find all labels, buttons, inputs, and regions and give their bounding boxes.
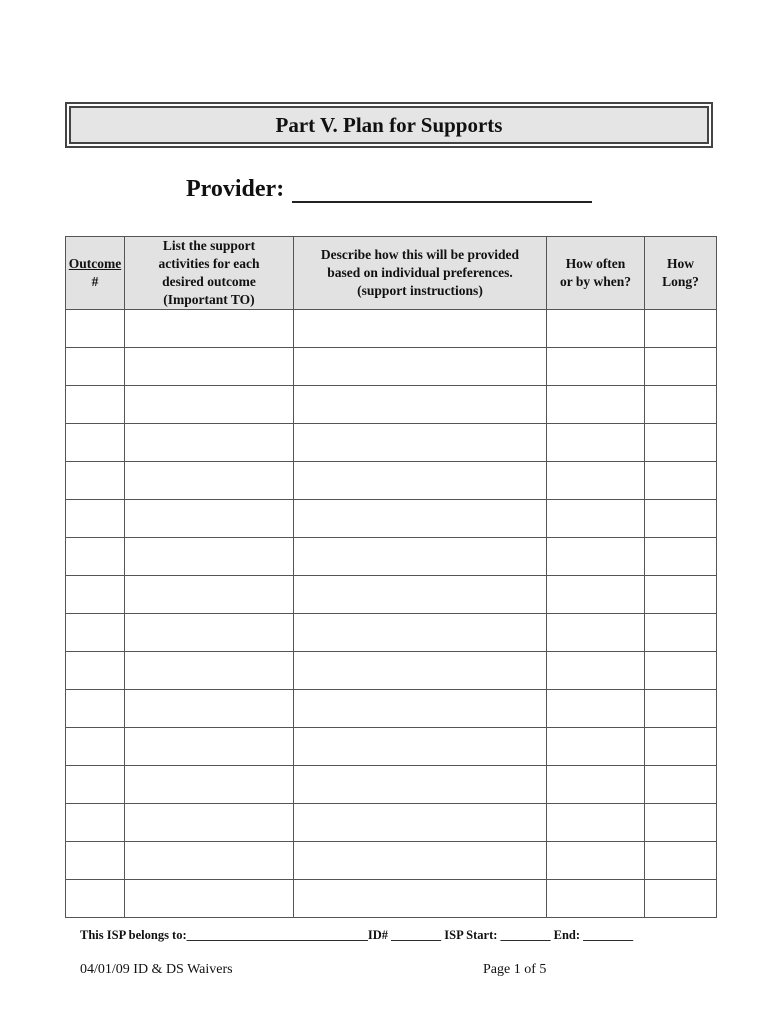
header-activities [125,237,294,310]
describe-cell[interactable] [294,652,547,690]
header-describe [294,237,547,310]
how-long-cell[interactable] [645,310,717,348]
describe-cell[interactable] [294,690,547,728]
table-row [66,462,717,500]
describe-cell[interactable] [294,538,547,576]
table-header-row [66,237,717,310]
describe-cell[interactable] [294,386,547,424]
how-long-cell[interactable] [645,614,717,652]
how-often-cell[interactable] [547,766,645,804]
describe-cell[interactable] [294,348,547,386]
how-long-cell[interactable] [645,348,717,386]
header-activities-line4: (Important TO) [163,292,255,307]
activities-cell[interactable] [125,690,294,728]
outcome-cell[interactable] [66,424,125,462]
activities-cell[interactable] [125,880,294,918]
how-often-cell[interactable] [547,500,645,538]
table-row [66,614,717,652]
activities-cell[interactable] [125,652,294,690]
header-activities-line1: List the support [162,238,256,253]
how-long-cell[interactable] [645,576,717,614]
activities-cell[interactable] [125,538,294,576]
table-row [66,804,717,842]
how-long-cell[interactable] [645,386,717,424]
header-outcome-number: # [91,274,99,289]
how-often-cell[interactable] [547,538,645,576]
how-often-cell[interactable] [547,842,645,880]
plan-table-body [66,310,717,918]
isp-belongs-line: This ISP belongs to:_____________________________ID# ________ ISP Start: ________ End: ________ [80,928,634,942]
how-often-cell[interactable] [547,728,645,766]
table-row [66,652,717,690]
table-row [66,842,717,880]
header-activities-line3: desired outcome [162,274,256,289]
outcome-cell[interactable] [66,500,125,538]
how-long-cell[interactable] [645,424,717,462]
footer-date-waiver: 04/01/09 ID & DS Waivers [80,962,233,977]
provider-label: Provider: [186,176,285,202]
outcome-cell[interactable] [66,386,125,424]
activities-cell[interactable] [125,842,294,880]
provider-input-line[interactable] [292,179,592,203]
describe-cell[interactable] [294,614,547,652]
describe-cell[interactable] [294,462,547,500]
describe-cell[interactable] [294,766,547,804]
page-title: Part V. Plan for Supports [69,106,709,144]
outcome-cell[interactable] [66,538,125,576]
table-row [66,728,717,766]
outcome-cell[interactable] [66,462,125,500]
describe-cell[interactable] [294,310,547,348]
how-often-cell[interactable] [547,576,645,614]
how-often-cell[interactable] [547,386,645,424]
provider-field [186,176,592,203]
describe-cell[interactable] [294,880,547,918]
activities-cell[interactable] [125,766,294,804]
how-long-cell[interactable] [645,500,717,538]
header-describe-line3: (support instructions) [357,283,483,298]
header-outcome [66,237,125,310]
how-long-cell[interactable] [645,690,717,728]
activities-cell[interactable] [125,500,294,538]
how-often-cell[interactable] [547,690,645,728]
header-outcome-label: Outcome [68,256,122,271]
how-often-cell[interactable] [547,652,645,690]
how-often-cell[interactable] [547,424,645,462]
outcome-cell[interactable] [66,614,125,652]
activities-cell[interactable] [125,348,294,386]
header-often-line1: How often [565,256,626,271]
describe-cell[interactable] [294,804,547,842]
activities-cell[interactable] [125,386,294,424]
table-row [66,386,717,424]
outcome-cell[interactable] [66,690,125,728]
activities-cell[interactable] [125,576,294,614]
header-describe-line1: Describe how this will be provided [320,247,520,262]
how-often-cell[interactable] [547,804,645,842]
activities-cell[interactable] [125,804,294,842]
describe-cell[interactable] [294,424,547,462]
activities-cell[interactable] [125,728,294,766]
header-how-often [547,237,645,310]
activities-cell[interactable] [125,614,294,652]
how-long-cell[interactable] [645,728,717,766]
how-often-cell[interactable] [547,880,645,918]
how-long-cell[interactable] [645,804,717,842]
how-long-cell[interactable] [645,880,717,918]
describe-cell[interactable] [294,728,547,766]
outcome-cell[interactable] [66,880,125,918]
footer-page-number: Page 1 of 5 [483,962,547,977]
outcome-cell[interactable] [66,766,125,804]
header-describe-line2: based on individual preferences. [327,265,513,280]
table-row [66,348,717,386]
table-row [66,310,717,348]
activities-cell[interactable] [125,310,294,348]
how-often-cell[interactable] [547,462,645,500]
how-often-cell[interactable] [547,614,645,652]
how-long-cell[interactable] [645,766,717,804]
table-row [66,690,717,728]
activities-cell[interactable] [125,424,294,462]
table-row [66,424,717,462]
how-long-cell[interactable] [645,652,717,690]
table-row [66,576,717,614]
how-long-cell[interactable] [645,538,717,576]
how-long-cell[interactable] [645,462,717,500]
how-long-cell[interactable] [645,842,717,880]
header-activities-line2: activities for each [158,256,260,271]
outcome-cell[interactable] [66,728,125,766]
header-long-line1: How [667,256,694,271]
outcome-cell[interactable] [66,348,125,386]
outcome-cell[interactable] [66,842,125,880]
how-often-cell[interactable] [547,348,645,386]
header-how-long [645,237,717,310]
describe-cell[interactable] [294,500,547,538]
header-long-line2: Long? [662,274,699,289]
outcome-cell[interactable] [66,576,125,614]
table-row [66,880,717,918]
title-box [65,102,713,148]
how-often-cell[interactable] [547,310,645,348]
outcome-cell[interactable] [66,804,125,842]
plan-table [65,236,717,918]
header-often-line2: or by when? [559,274,631,289]
describe-cell[interactable] [294,576,547,614]
table-row [66,766,717,804]
activities-cell[interactable] [125,462,294,500]
describe-cell[interactable] [294,842,547,880]
table-row [66,500,717,538]
outcome-cell[interactable] [66,652,125,690]
table-row [66,538,717,576]
outcome-cell[interactable] [66,310,125,348]
